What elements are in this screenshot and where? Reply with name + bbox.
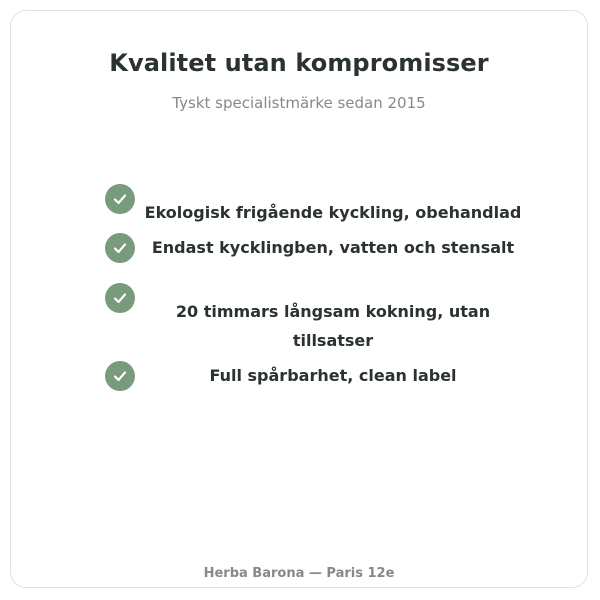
feature-text: Full spårbarhet, clean label [209, 366, 457, 385]
feature-text: Endast kycklingben, vatten och stensalt [151, 238, 515, 257]
feature-item [105, 361, 525, 391]
feature-text: Ekologisk frigående kyckling, obehandlad [144, 203, 522, 222]
feature-item [105, 184, 525, 227]
check-icon [105, 233, 135, 263]
feature-list [105, 184, 525, 391]
card-subtitle: Tyskt specialistmärke sedan 2015 [172, 94, 426, 112]
feature-item [105, 283, 525, 355]
footer-brand: Herba Barona — Paris 12e [203, 566, 395, 581]
check-icon [105, 361, 135, 391]
feature-item [105, 233, 525, 263]
check-icon [105, 184, 135, 214]
feature-text: 20 timmars långsam kokning, utan tillsatser [175, 302, 491, 350]
check-icon [105, 283, 135, 313]
quality-card [10, 10, 588, 588]
card-title: Kvalitet utan kompromisser [109, 49, 489, 77]
